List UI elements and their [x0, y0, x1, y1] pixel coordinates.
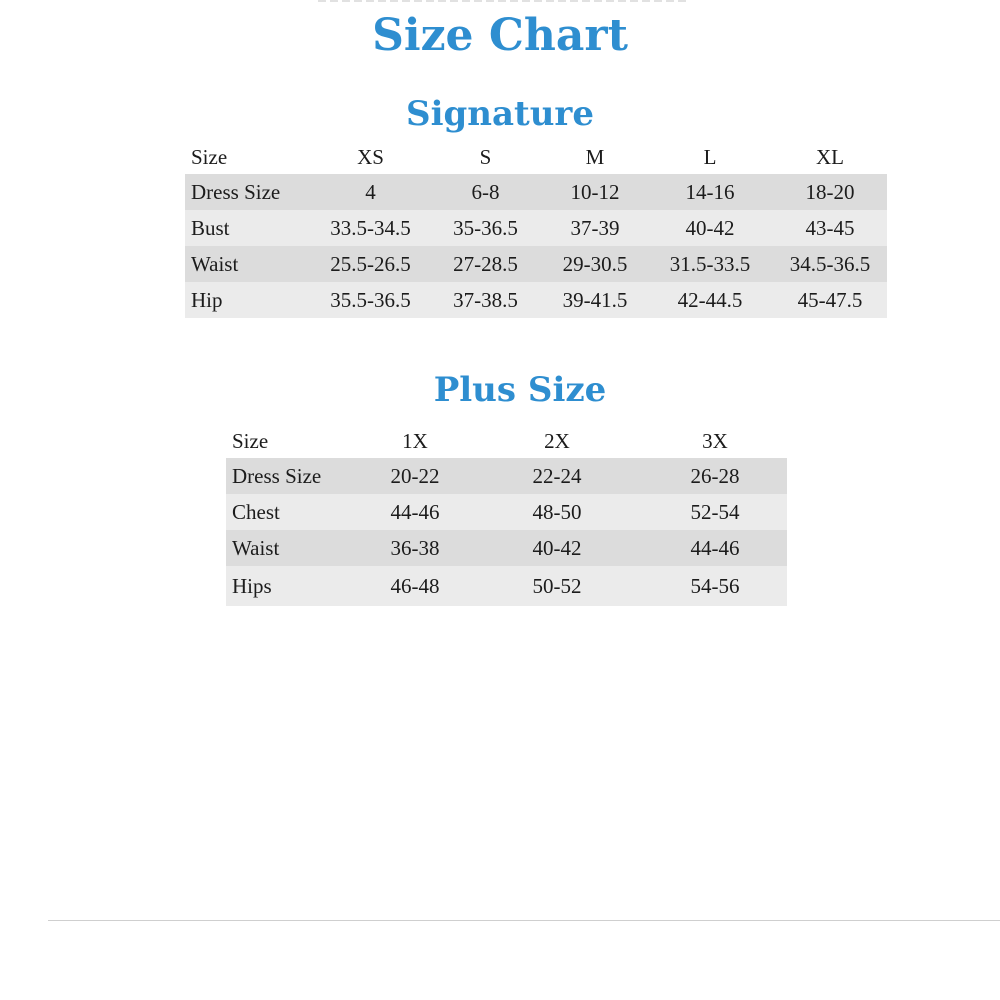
table-row-waist [226, 530, 787, 566]
table-cell: 52-54 [643, 494, 787, 530]
table-header-row [226, 424, 787, 458]
signature-size-table [185, 140, 887, 318]
table-cell: 44-46 [359, 494, 471, 530]
table-cell: 34.5-36.5 [773, 246, 887, 282]
table-cell: 48-50 [471, 494, 643, 530]
table-cell: 50-52 [471, 566, 643, 606]
table-row-waist [185, 246, 887, 282]
row-label: Dress Size [226, 458, 359, 494]
column-header-size: Size [226, 424, 359, 458]
table-row-hip [185, 282, 887, 318]
table-cell: 36-38 [359, 530, 471, 566]
table-cell: 37-39 [543, 210, 647, 246]
table-cell: 18-20 [773, 174, 887, 210]
table-cell: 35.5-36.5 [313, 282, 428, 318]
table-cell: 40-42 [471, 530, 643, 566]
table-cell: 26-28 [643, 458, 787, 494]
table-row-bust [185, 210, 887, 246]
table-cell: 54-56 [643, 566, 787, 606]
table-row-chest [226, 494, 787, 530]
column-header-s: S [428, 140, 543, 174]
row-label: Dress Size [185, 174, 313, 210]
column-header-1x: 1X [359, 424, 471, 458]
row-label: Hips [226, 566, 359, 606]
table-row-hips [226, 566, 787, 606]
table-cell: 45-47.5 [773, 282, 887, 318]
row-label: Waist [185, 246, 313, 282]
table-header-row [185, 140, 887, 174]
bottom-divider [48, 920, 1000, 921]
table-cell: 40-42 [647, 210, 773, 246]
table-cell: 6-8 [428, 174, 543, 210]
row-label: Bust [185, 210, 313, 246]
cropped-header-decoration [318, 0, 690, 2]
row-label: Waist [226, 530, 359, 566]
signature-heading: Signature [406, 94, 594, 134]
table-cell: 33.5-34.5 [313, 210, 428, 246]
table-cell: 37-38.5 [428, 282, 543, 318]
table-cell: 27-28.5 [428, 246, 543, 282]
column-header-xs: XS [313, 140, 428, 174]
column-header-3x: 3X [643, 424, 787, 458]
table-cell: 14-16 [647, 174, 773, 210]
table-row-dress-size [185, 174, 887, 210]
table-cell: 10-12 [543, 174, 647, 210]
column-header-l: L [647, 140, 773, 174]
row-label: Hip [185, 282, 313, 318]
table-cell: 25.5-26.5 [313, 246, 428, 282]
column-header-2x: 2X [471, 424, 643, 458]
table-cell: 42-44.5 [647, 282, 773, 318]
row-label: Chest [226, 494, 359, 530]
column-header-xl: XL [773, 140, 887, 174]
table-cell: 22-24 [471, 458, 643, 494]
plus-size-table [226, 424, 787, 606]
page-title: Size Chart [372, 10, 628, 61]
table-cell: 44-46 [643, 530, 787, 566]
column-header-m: M [543, 140, 647, 174]
table-cell: 46-48 [359, 566, 471, 606]
table-cell: 31.5-33.5 [647, 246, 773, 282]
plus-size-heading: Plus Size [433, 370, 607, 410]
column-header-size: Size [185, 140, 313, 174]
table-cell: 35-36.5 [428, 210, 543, 246]
table-cell: 43-45 [773, 210, 887, 246]
table-cell: 29-30.5 [543, 246, 647, 282]
table-row-dress-size [226, 458, 787, 494]
table-cell: 4 [313, 174, 428, 210]
table-cell: 39-41.5 [543, 282, 647, 318]
table-cell: 20-22 [359, 458, 471, 494]
